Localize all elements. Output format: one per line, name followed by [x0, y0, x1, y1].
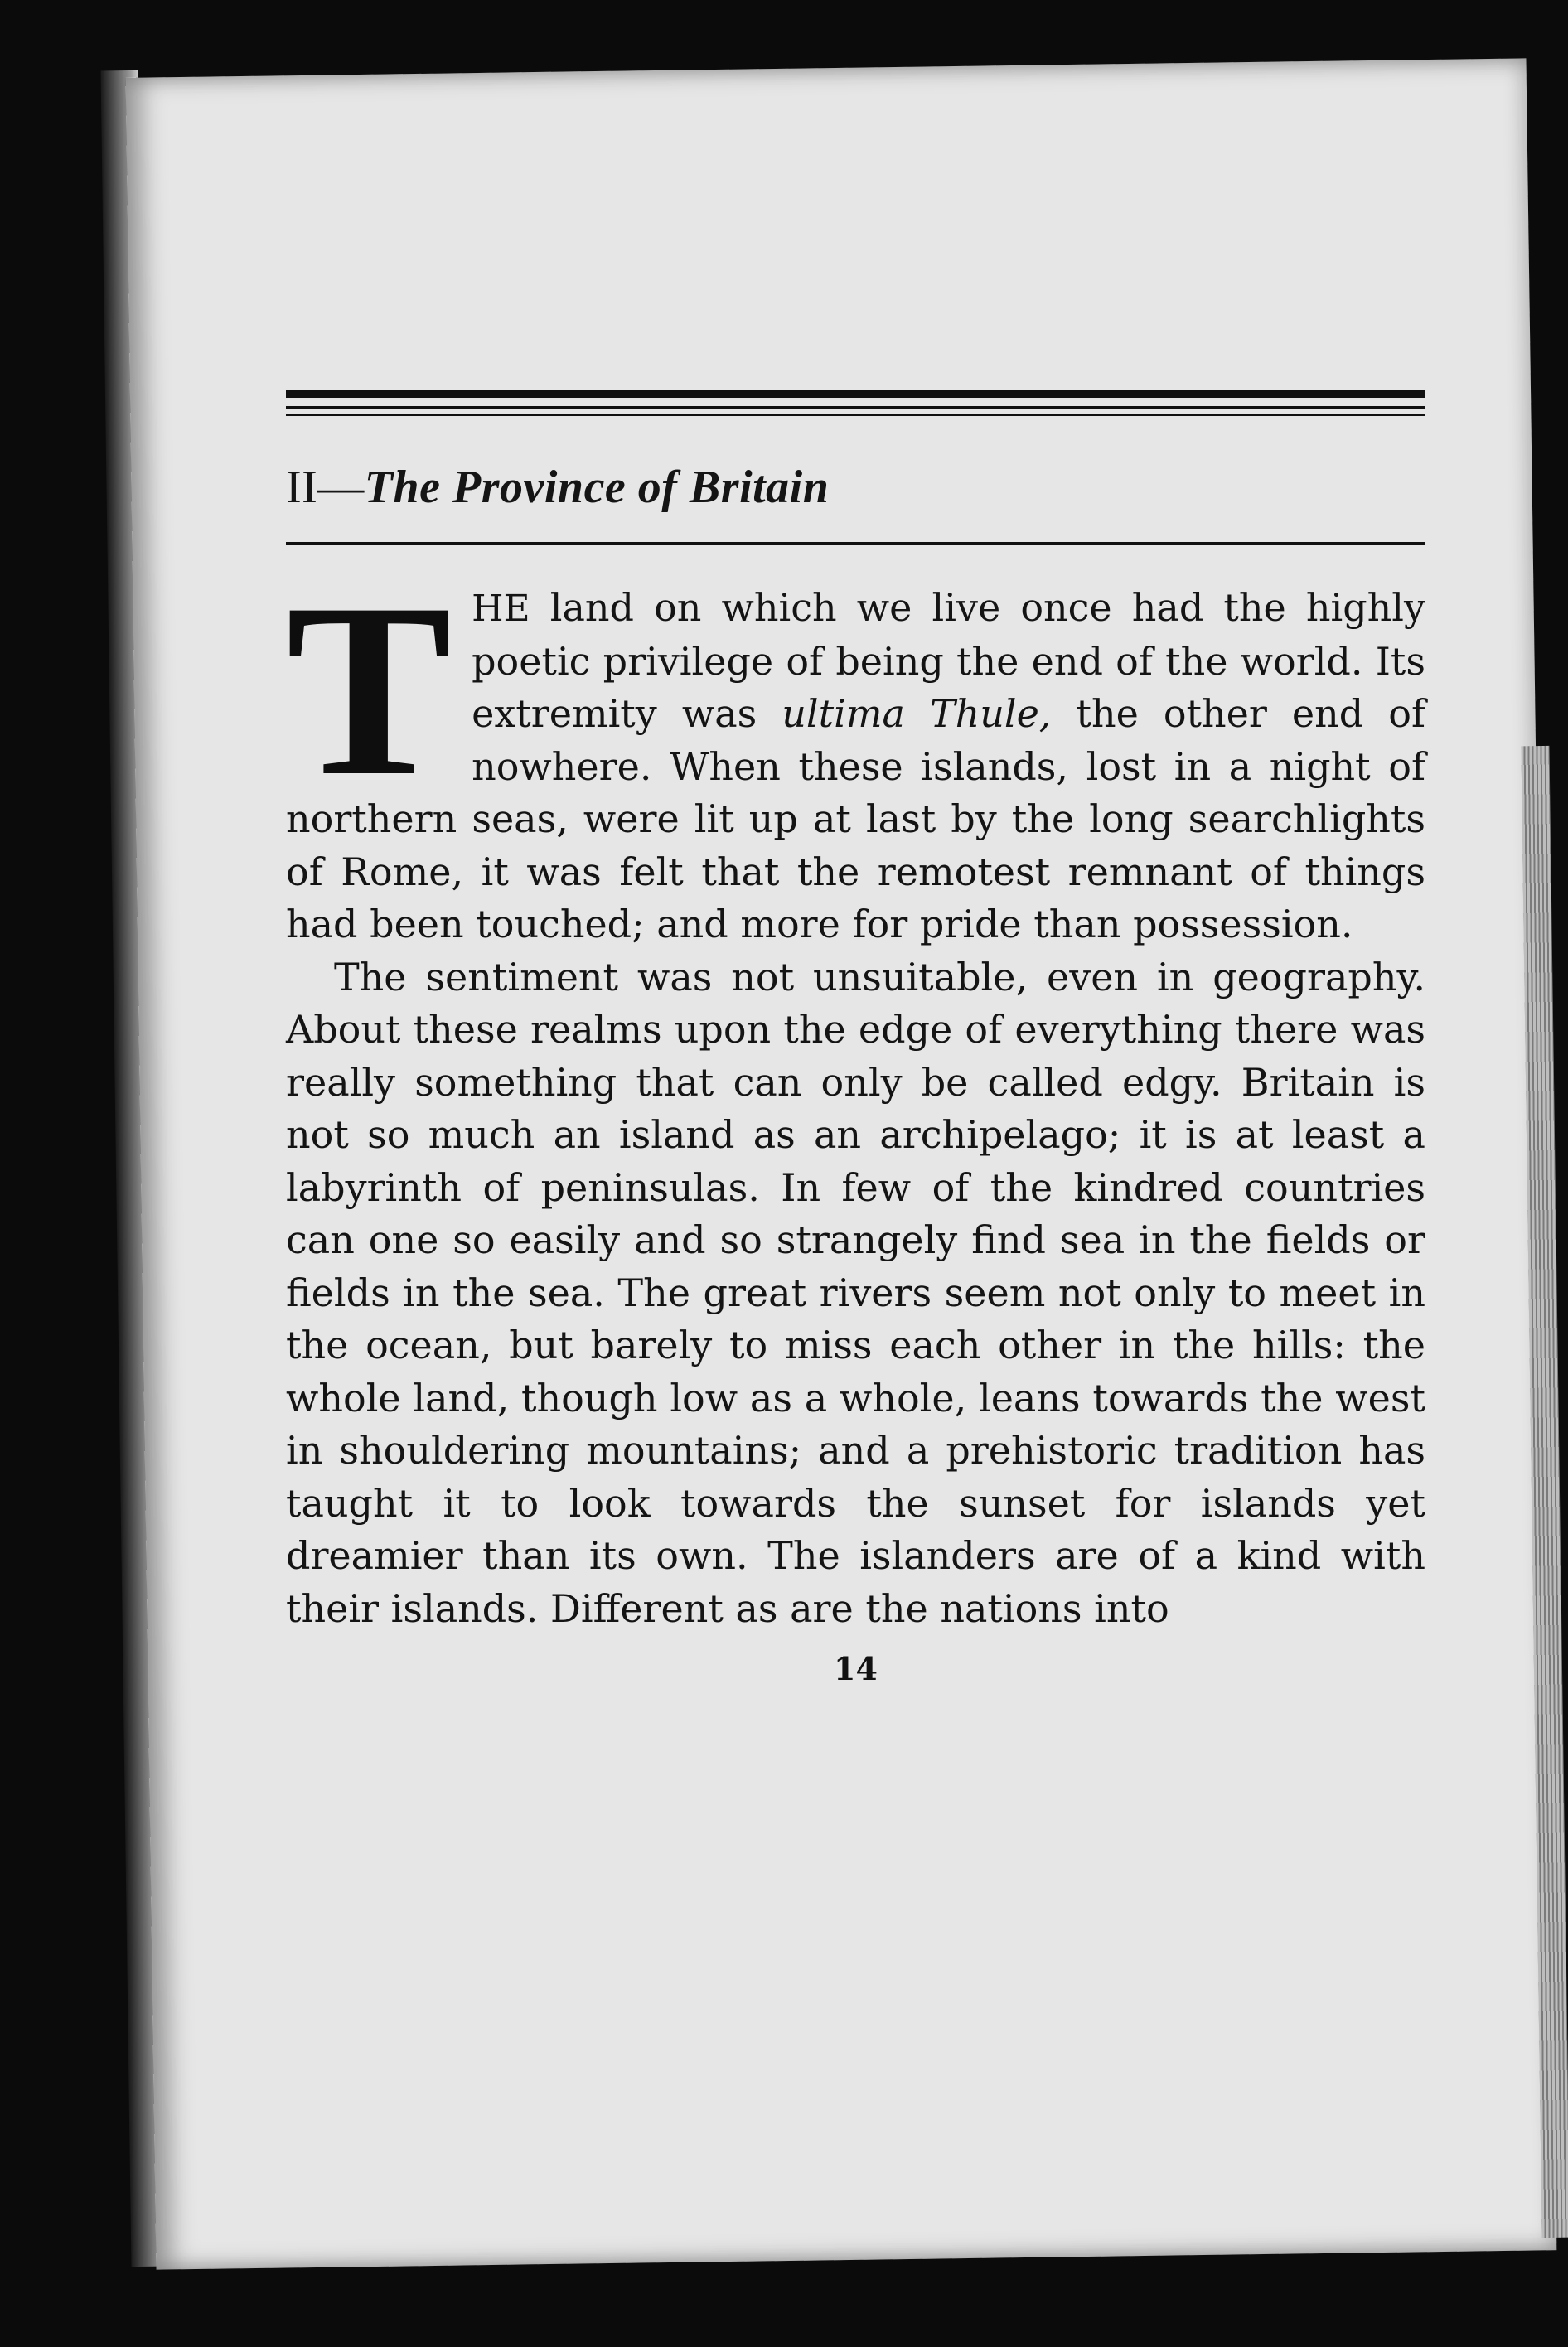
page-content [286, 390, 1425, 1687]
lead-letters: HE [472, 588, 530, 630]
body-text [286, 552, 1425, 1635]
chapter-number: II— [286, 462, 365, 513]
page-number: 14 [834, 1650, 878, 1687]
paragraph-1 [286, 552, 1425, 951]
chapter-title: The Province of Britain [364, 462, 830, 513]
paragraph-1-text-end: the other end of nowhere. When these islands, lost in a night of northern seas, were lit up at last by the long searchlights of Rome, it was felt that the remotest remnant of things had been touched; and more for pride than possession. [286, 691, 1425, 946]
heading-underline-rule [286, 542, 1425, 545]
chapter-heading [286, 464, 1425, 511]
paragraph-2: The sentiment was not unsuitable, even in geography. About these realms upon the edge of everything there was really something that can only be called edgy. Britain is not so much an island as an archipelago; it is at least a labyrinth of peninsulas. In few of the kindred countries can one so easily and so strangely find sea in the fields or fields in the sea. The great rivers seem not only to meet in the ocean, but barely to miss each other in the hills: the whole land, though low as a whole, leans towards the west in shouldering mountains; and a prehistoric tradition has taught it to look towards the sunset for islands yet dreamier than its own. The islanders are of a kind with their islands. Different as are the nations into [286, 954, 1425, 1631]
header-thin-rule [286, 414, 1425, 416]
drop-cap: T [286, 552, 452, 827]
paragraph-1-italic: ultima Thule, [782, 691, 1052, 736]
paragraph-1-text: land on which we live once had the highly poetic privilege of being the end of the world. Its extremity was [472, 585, 1425, 736]
header-double-rule [286, 390, 1425, 409]
